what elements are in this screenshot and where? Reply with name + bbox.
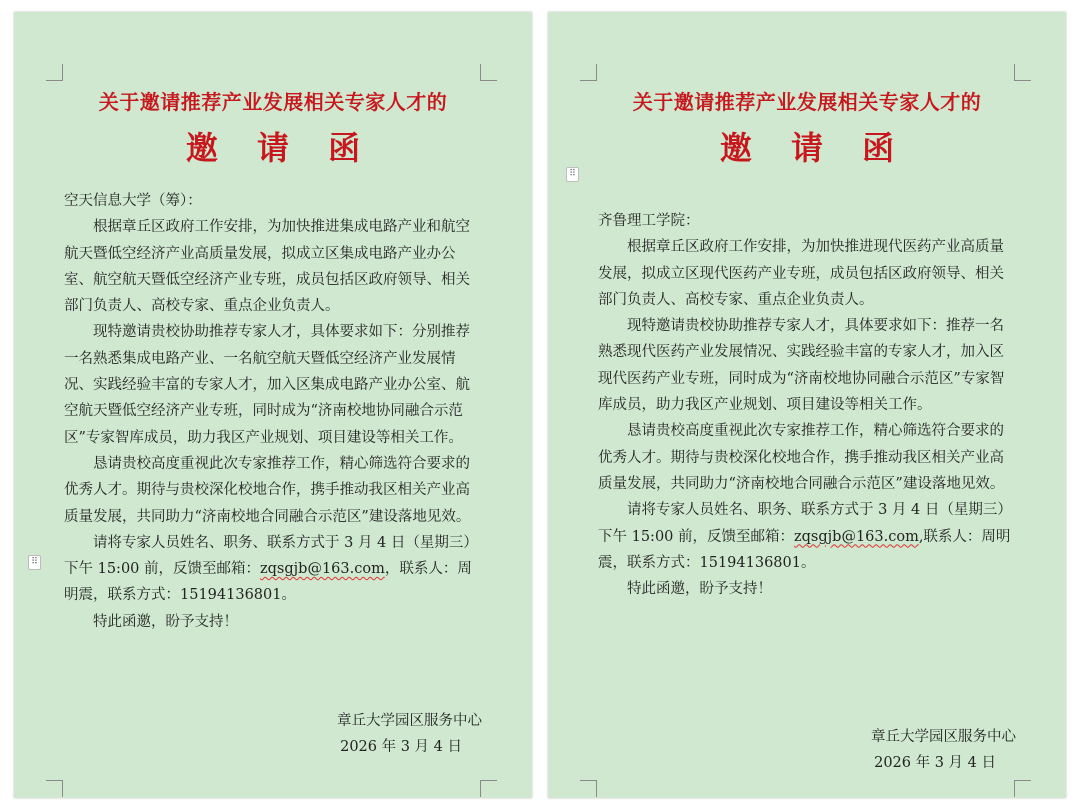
signature-block [871, 724, 1016, 776]
recipient: 空天信息大学（筹）： [64, 193, 202, 209]
closing-line: 特此函邀，盼予支持！ [93, 613, 238, 630]
paragraph-4 [598, 497, 1018, 576]
title-line: 关于邀请推荐产业发展相关专家人才的 [98, 90, 448, 114]
email-address[interactable]: zqsgjb@163.com [794, 528, 919, 545]
paragraph-2: 现特邀请贵校协助推荐专家人才，具体要求如下：分别推荐一名熟悉集成电路产业、一名航空航天暨低空经济产业发展情况、实践经验丰富的专家人才，加入区集成电路产业办公室、航空航天暨低空经济产业专班，同时成为“济南校地协同融合示范区”专家智库成员，助力我区产业规划、项目建设等相关工作。 [64, 324, 470, 446]
margin-corner-mark [46, 64, 63, 81]
drag-handle-icon[interactable]: ⠿ [28, 555, 41, 570]
letter-header [548, 86, 1066, 169]
letter-header [14, 86, 532, 169]
title-line: 关于邀请推荐产业发展相关专家人才的 [632, 90, 982, 114]
margin-corner-mark [46, 780, 63, 797]
recipient: 齐鲁理工学院： [598, 213, 700, 229]
drag-handle-icon[interactable]: ⠿ [566, 167, 579, 182]
margin-corner-mark [480, 64, 497, 81]
margin-corner-mark [580, 64, 597, 81]
sign-organization: 章丘大学园区服务中心 [337, 713, 482, 729]
paragraph-1: 根据章丘区政府工作安排，为加快推进现代医药产业高质量发展，拟成立区现代医药产业专班，成员包括区政府领导、相关部门负责人、高校专家、重点企业负责人。 [598, 239, 1004, 308]
margin-corner-mark [480, 780, 497, 797]
document-title: 邀 请 函 [719, 129, 909, 167]
closing-line: 特此函邀，盼予支持！ [627, 581, 772, 598]
paragraph-4-text: 请将专家人员姓名、职务、联系方式于 3 月 4 日（星期三）下午 15:00 前，反馈至邮箱： [598, 502, 1012, 545]
paragraph-2: 现特邀请贵校协助推荐专家人才，具体要求如下：推荐一名熟悉现代医药产业发展情况、实践经验丰富的专家人才，加入区现代医药产业专班，同时成为“济南校地协同融合示范区”专家智库成员，助力我区产业规划、项目建设等相关工作。 [598, 318, 1005, 414]
document-title: 邀 请 函 [185, 129, 375, 167]
letter-body [598, 208, 1018, 602]
signature-block [337, 708, 482, 760]
letter-body [64, 188, 484, 635]
margin-corner-mark [580, 780, 597, 797]
email-address[interactable]: zqsgjb@163.com [260, 561, 385, 578]
paragraph-3: 恳请贵校高度重视此次专家推荐工作，精心筛选符合要求的优秀人才。期待与贵校深化校地合作，携手推动我区相关产业高质量发展，共同助力“济南校地合同融合示范区”建设落地见效。 [64, 455, 471, 525]
paragraph-3: 恳请贵校高度重视此次专家推荐工作，精心筛选符合要求的优秀人才。期待与贵校深化校地合作，携手推动我区相关产业高质量发展，共同助力“济南校地合同融合示范区”建设落地见效。 [598, 423, 1005, 492]
sign-date: 2026 年 3 月 4 日 [874, 755, 996, 771]
margin-corner-mark [1014, 64, 1031, 81]
document-page-right [548, 12, 1066, 798]
sign-date: 2026 年 3 月 4 日 [340, 739, 462, 755]
sign-organization: 章丘大学园区服务中心 [871, 729, 1016, 745]
paragraph-4 [64, 530, 484, 609]
margin-corner-mark [1014, 780, 1031, 797]
document-page-left [14, 12, 532, 798]
paragraph-1: 根据章丘区政府工作安排，为加快推进集成电路产业和航空航天暨低空经济产业高质量发展，拟成立区集成电路产业办公室、航空航天暨低空经济产业专班，成员包括区政府领导、相关部门负责人、高校专家、重点企业负责人。 [64, 219, 470, 315]
paragraph-4-text: 请将专家人员姓名、职务、联系方式于 3 月 4 日（星期三）下午 15:00 前，反馈至邮箱： [64, 534, 478, 578]
paragraph-4-contact: ，联系人：周明震，联系方式：15194136801。 [64, 561, 472, 604]
paragraph-4-contact: ,联系人：周明震，联系方式：15194136801。 [598, 528, 1011, 571]
